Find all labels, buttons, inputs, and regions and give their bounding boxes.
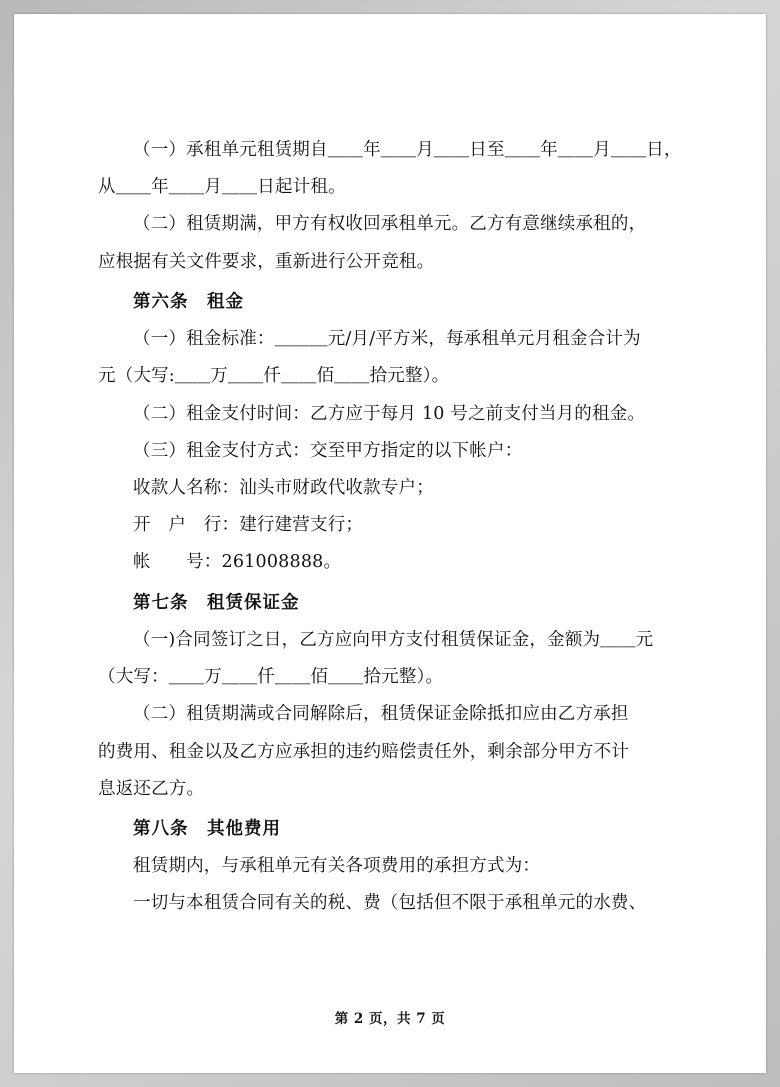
document-text-body xyxy=(98,132,696,923)
paragraph-payee-name: 收款人名称：汕头市财政代收款专户； xyxy=(133,477,434,498)
page-footer: 第 2 页，共 7 页 xyxy=(334,1011,446,1027)
heading-article-6: 第六条 租金 xyxy=(133,291,244,312)
paragraph-lease-term-2: 从＿＿年＿＿月＿＿日起计租。 xyxy=(98,177,346,198)
document-page xyxy=(14,14,766,1073)
paragraph-deposit-3: （二）租赁期满或合同解除后，租赁保证金除抵扣应由乙方承担 xyxy=(133,704,629,725)
paragraph-deposit-2: （大写：＿＿万＿＿仟＿＿佰＿＿拾元整）。 xyxy=(98,667,444,688)
paragraph-rent-payment-time: （二）租金支付时间：乙方应于每月 10 号之前支付当月的租金。 xyxy=(133,403,646,424)
paragraph-bank-name: 开 户 行：建行建营支行； xyxy=(133,515,364,536)
paragraph-deposit-1: （一)合同签订之日，乙方应向甲方支付租赁保证金，金额为＿＿元 xyxy=(133,629,654,650)
paragraph-lease-term-4: 应根据有关文件要求，重新进行公开竞租。 xyxy=(98,251,435,272)
heading-article-8: 第八条 其他费用 xyxy=(133,818,281,839)
paragraph-deposit-4: 的费用、租金以及乙方应承担的违约赔偿责任外，剩余部分甲方不计 xyxy=(98,741,629,762)
paragraph-rent-standard-1: （一）租金标准：＿＿＿元/月/平方米，每承租单元月租金合计为 xyxy=(133,329,641,350)
paragraph-account-number: 帐 号：261008888。 xyxy=(133,552,342,573)
paragraph-other-fee-1: 租赁期内，与承租单元有关各项费用的承担方式为： xyxy=(133,856,541,877)
paragraph-rent-payment-method: （三）租金支付方式：交至甲方指定的以下帐户： xyxy=(133,440,523,461)
paragraph-lease-term-1: （一）承租单元租赁期自＿＿年＿＿月＿＿日至＿＿年＿＿月＿＿日， xyxy=(133,140,682,160)
paragraph-lease-term-3: （二）租赁期满，甲方有权收回承租单元。乙方有意继续承租的， xyxy=(133,214,647,235)
paragraph-deposit-5: 息返还乙方。 xyxy=(98,778,205,799)
heading-article-7: 第七条 租赁保证金 xyxy=(133,592,300,613)
paragraph-other-fee-2: 一切与本租赁合同有关的税、费（包括但不限于承租单元的水费、 xyxy=(133,893,647,914)
paragraph-rent-standard-2: 元（大写:＿＿万＿＿仟＿＿佰＿＿拾元整）。 xyxy=(98,366,450,387)
